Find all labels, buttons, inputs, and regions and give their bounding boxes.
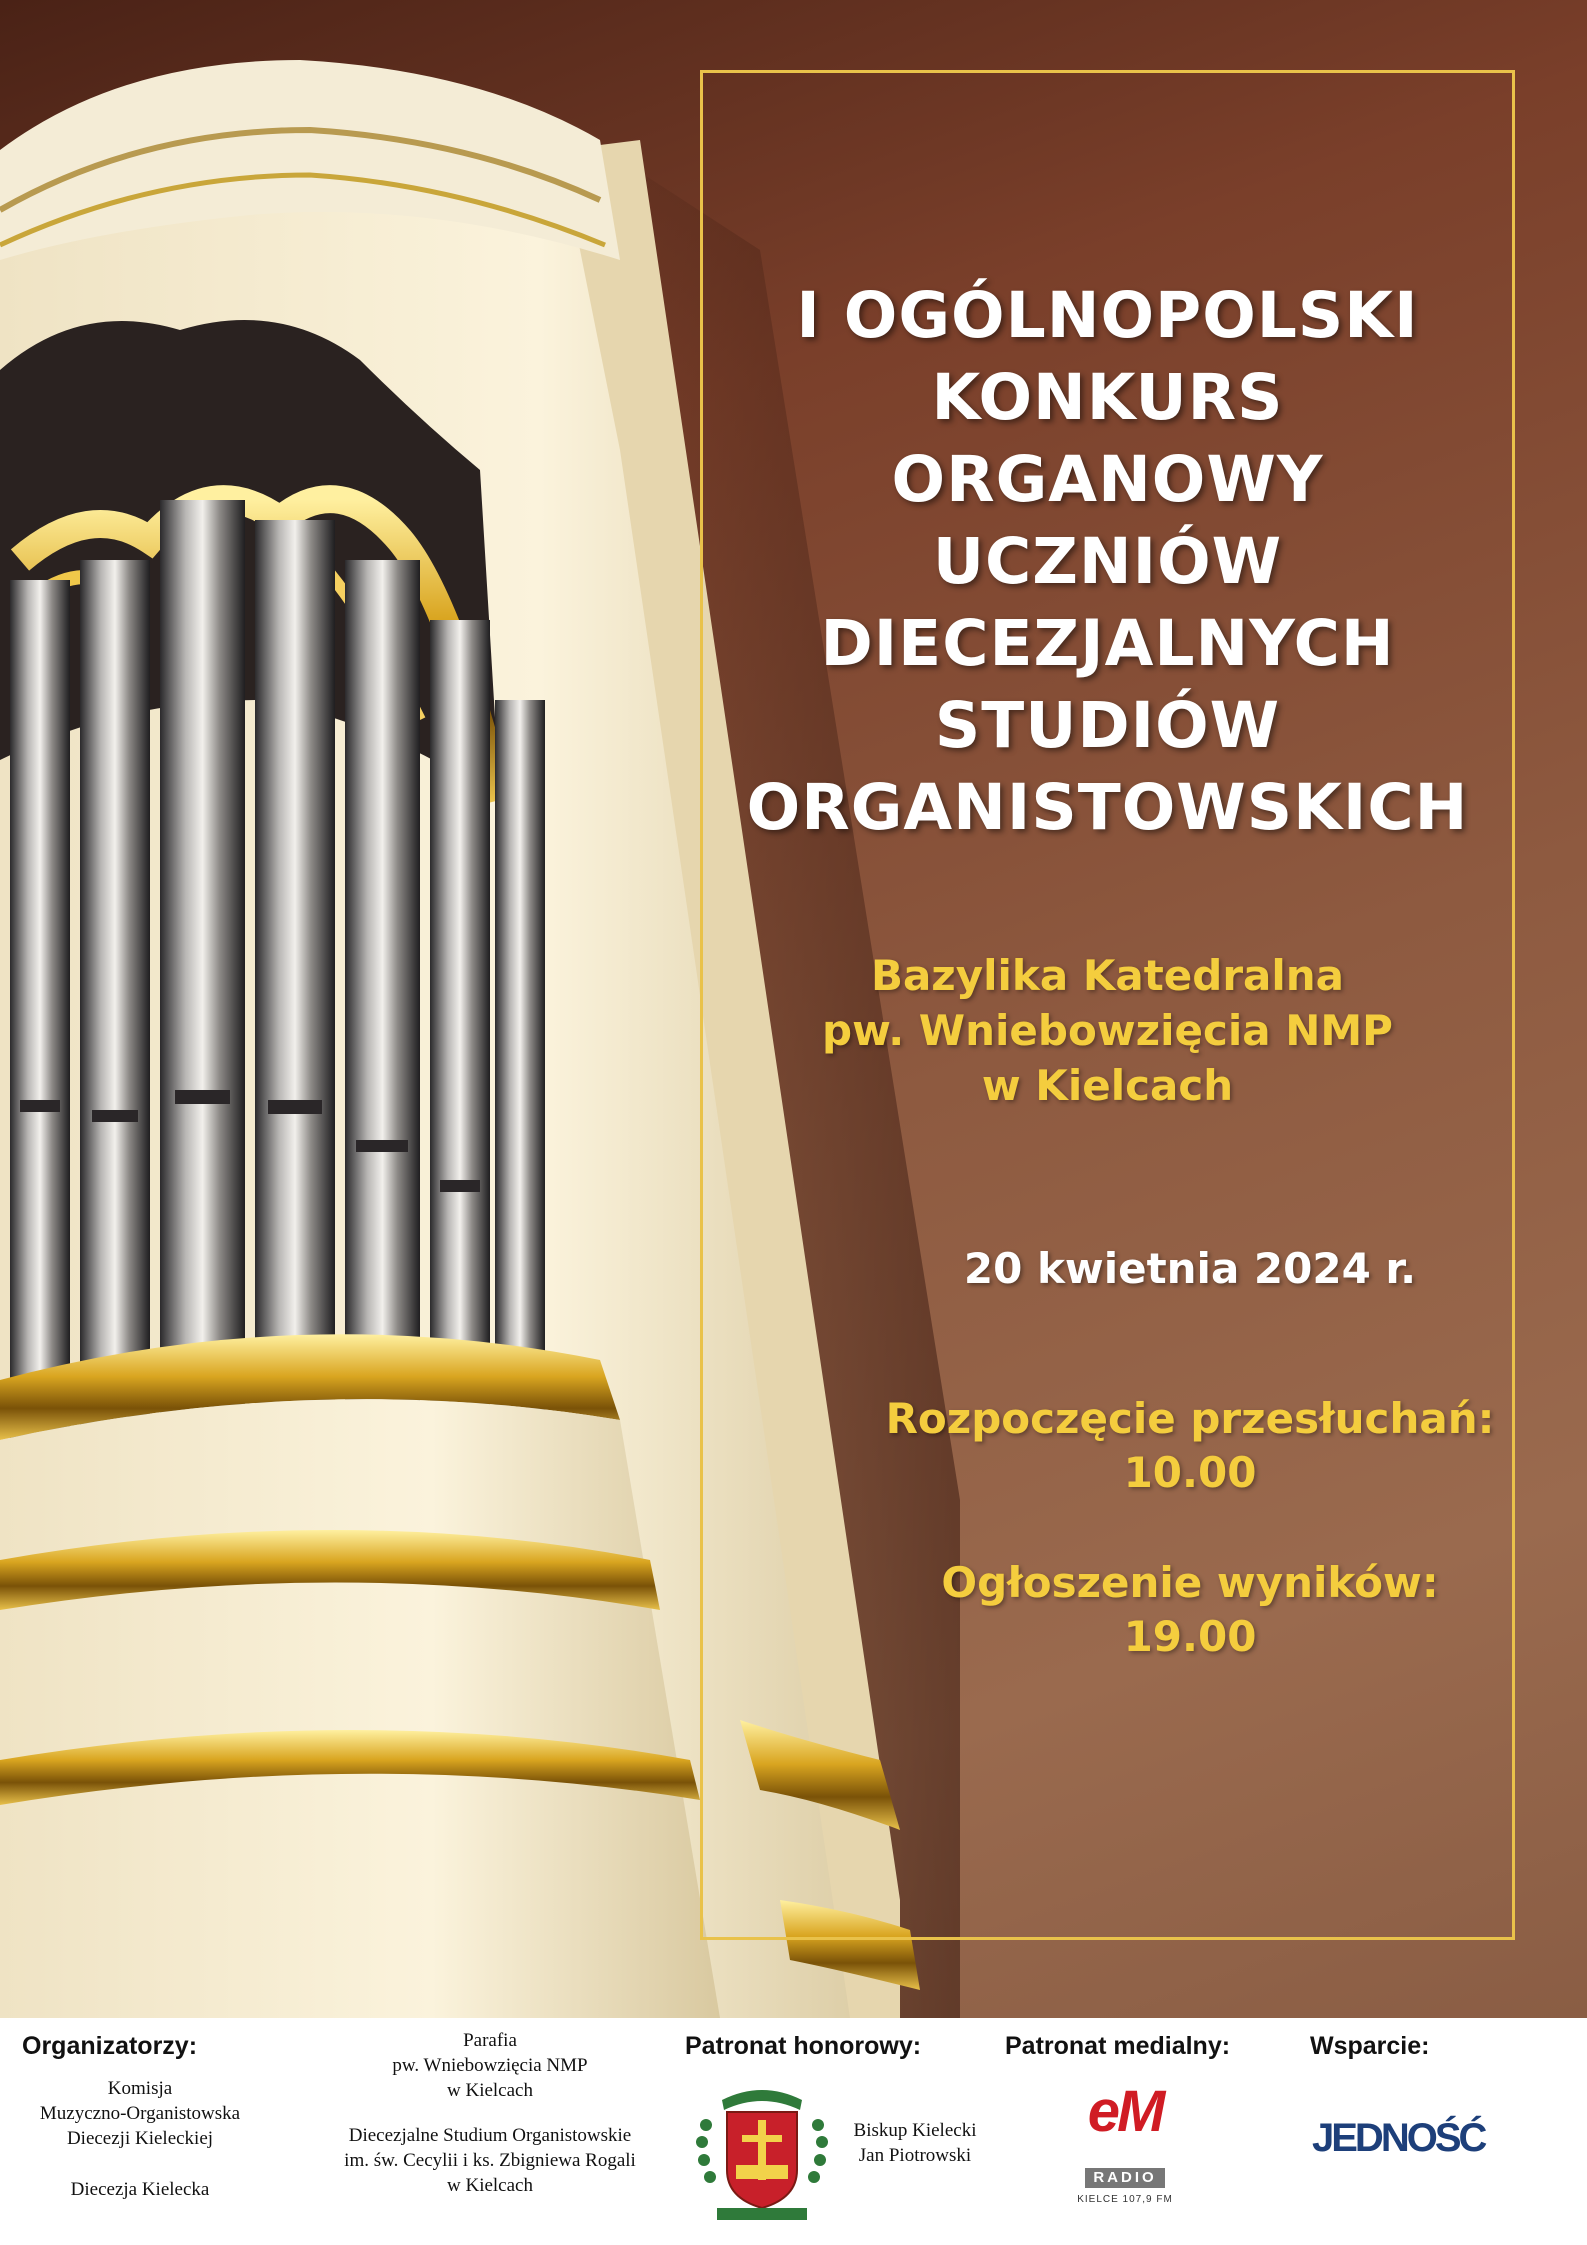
title-line: STUDIÓW [934,689,1281,762]
bishop-crest-icon [692,2080,832,2225]
honorary-heading: Patronat honorowy: [685,2032,922,2060]
organizer-diocese: Diecezja Kielecka [70,2179,210,2200]
schedule-time: 10.00 [1123,1448,1257,1497]
jednosc-logo: JEDNOŚĆ [1312,2116,1485,2160]
em-logo-text: eM [1087,2079,1163,2144]
bishop-name: Biskup Kielecki Jan Piotrowski [853,2120,977,2166]
schedule-start [840,1392,1540,1500]
organizer-commission: Komisja Muzyczno-Organistowska Diecezji Kieleckiej [39,2078,241,2149]
organizer-studium: Diecezjalne Studium Organistowskie im. św. Cecylii i ks. Zbigniewa Rogali w Kielcach [344,2125,636,2196]
poster-title [700,275,1515,849]
organizers-heading: Organizatorzy: [22,2032,198,2060]
title-line: I OGÓLNOPOLSKI [796,279,1419,352]
title-line: ORGANISTOWSKICH [746,771,1469,844]
title-line: ORGANOWY [891,443,1324,516]
schedule-label: Ogłoszenie wyników: [941,1558,1439,1607]
organizer-parish: Parafia pw. Wniebowzięcia NMP w Kielcach [392,2030,588,2101]
radio-frequency: KIELCE 107,9 FM [1077,2194,1173,2205]
event-date: 20 kwietnia 2024 r. [963,1244,1417,1293]
title-line: KONKURS [931,361,1284,434]
em-radio-logo [1070,2078,1180,2218]
footer [0,2018,1587,2245]
support-heading: Wsparcie: [1310,2032,1430,2060]
title-line: DIECEZJALNYCH [820,607,1395,680]
schedule-time: 19.00 [1123,1612,1257,1661]
schedule-label: Rozpoczęcie przesłuchań: [885,1394,1495,1443]
schedule-results [840,1556,1540,1664]
venue-line: w Kielcach [981,1061,1234,1110]
venue [700,948,1515,1113]
media-heading: Patronat medialny: [1005,2032,1231,2060]
title-line: UCZNIÓW [932,525,1283,598]
venue-line: Bazylika Katedralna [870,951,1345,1000]
venue-line: pw. Wniebowzięcia NMP [822,1006,1393,1055]
radio-label: RADIO [1085,2168,1165,2188]
